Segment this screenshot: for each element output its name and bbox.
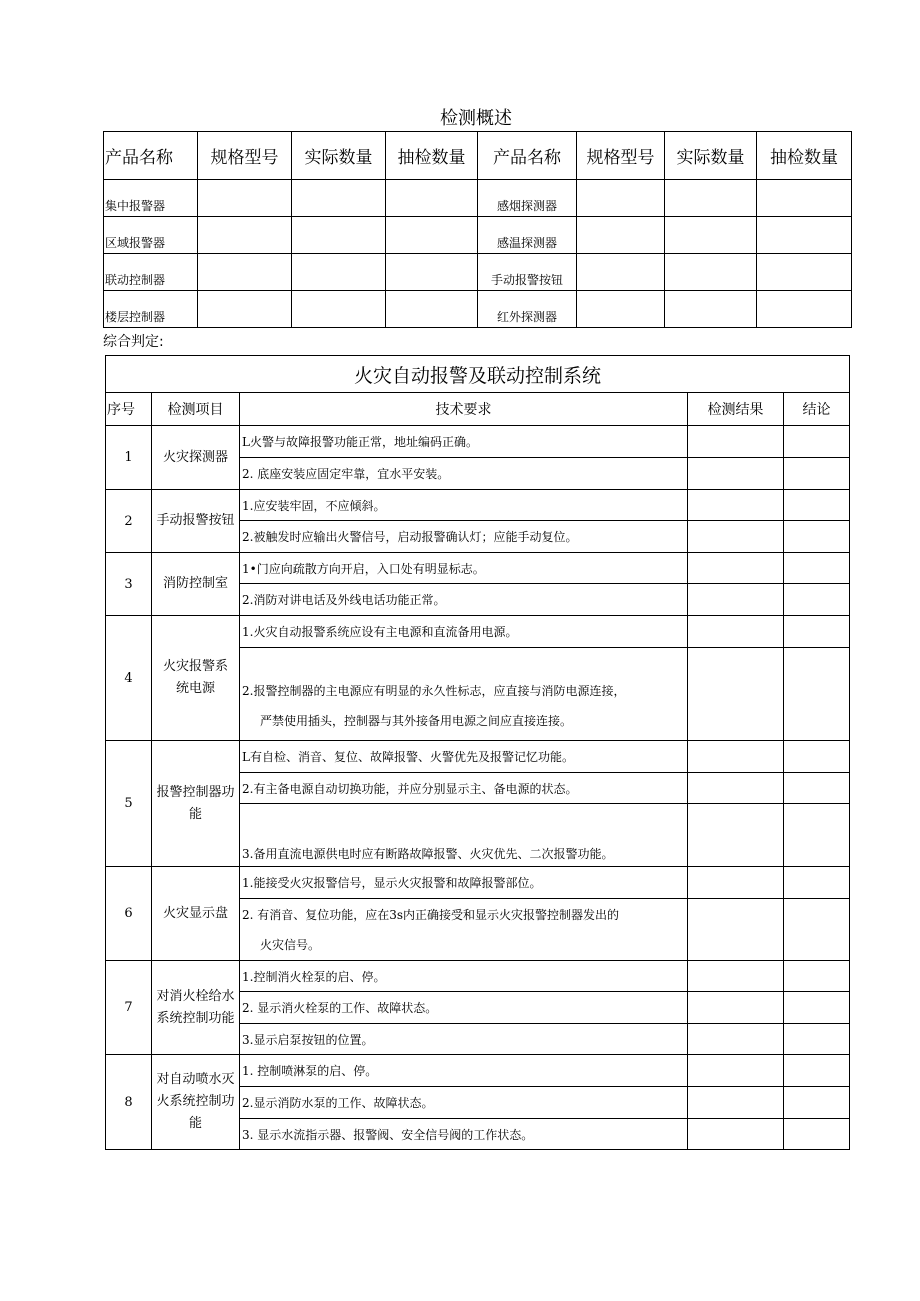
result-cell[interactable] bbox=[688, 992, 784, 1024]
actual-qty-cell[interactable] bbox=[665, 217, 757, 254]
requirement-line: 2. 有消音、复位功能，应在3s内正确接受和显示火灾报警控制器发出的 bbox=[242, 907, 620, 922]
requirement-text bbox=[240, 899, 688, 961]
product-label: 感烟探测器 bbox=[478, 180, 577, 217]
header-spec-model-2: 规格型号 bbox=[577, 132, 665, 180]
conclusion-cell[interactable] bbox=[784, 1055, 850, 1087]
item-name-line: 统电源 bbox=[175, 681, 215, 696]
table-row bbox=[106, 867, 850, 899]
conclusion-cell[interactable] bbox=[784, 490, 850, 521]
actual-qty-cell[interactable] bbox=[292, 180, 386, 217]
header-product-name-2: 产品名称 bbox=[478, 132, 577, 180]
header-sample-qty: 抽检数量 bbox=[386, 132, 478, 180]
conclusion-cell[interactable] bbox=[784, 1024, 850, 1055]
system-title: 火灾自动报警及联动控制系统 bbox=[106, 356, 850, 393]
actual-qty-cell[interactable] bbox=[665, 291, 757, 328]
result-cell[interactable] bbox=[688, 521, 784, 553]
sample-qty-cell[interactable] bbox=[386, 217, 478, 254]
header-actual-qty: 实际数量 bbox=[292, 132, 386, 180]
table-row bbox=[106, 490, 850, 521]
result-cell[interactable] bbox=[688, 490, 784, 521]
conclusion-cell[interactable] bbox=[784, 804, 850, 867]
sample-qty-cell[interactable] bbox=[386, 291, 478, 328]
summary-row bbox=[104, 180, 852, 217]
item-number: 6 bbox=[106, 867, 152, 961]
item-name: 消防控制室 bbox=[152, 553, 240, 616]
overall-judgement-label: 综合判定: bbox=[103, 334, 164, 350]
result-cell[interactable] bbox=[688, 773, 784, 804]
requirement-text: 1.应安装牢固，不应倾斜。 bbox=[240, 490, 688, 521]
conclusion-cell[interactable] bbox=[784, 584, 850, 616]
item-number: 4 bbox=[106, 616, 152, 741]
requirement-text: 3.显示启泵按钮的位置。 bbox=[240, 1024, 688, 1055]
spec-cell[interactable] bbox=[198, 180, 292, 217]
result-cell[interactable] bbox=[688, 616, 784, 648]
conclusion-cell[interactable] bbox=[784, 741, 850, 773]
item-name-line: 火灾报警系 bbox=[162, 659, 228, 674]
header-requirement: 技术要求 bbox=[240, 393, 688, 426]
spec-cell[interactable] bbox=[577, 180, 665, 217]
requirement-text: 2.被触发时应输出火警信号，启动报警确认灯；应能手动复位。 bbox=[240, 521, 688, 553]
requirement-text: 2.消防对讲电话及外线电话功能正常。 bbox=[240, 584, 688, 616]
result-cell[interactable] bbox=[688, 648, 784, 741]
product-label: 楼层控制器 bbox=[104, 291, 198, 328]
conclusion-cell[interactable] bbox=[784, 521, 850, 553]
header-spec-model: 规格型号 bbox=[198, 132, 292, 180]
requirement-text: 1.控制消火栓泵的启、停。 bbox=[240, 961, 688, 992]
item-name-line: 报警控制器功 bbox=[156, 784, 235, 800]
spec-cell[interactable] bbox=[198, 254, 292, 291]
result-cell[interactable] bbox=[688, 426, 784, 458]
conclusion-cell[interactable] bbox=[784, 648, 850, 741]
result-cell[interactable] bbox=[688, 961, 784, 992]
item-name-line: 能 bbox=[188, 1116, 202, 1131]
header-conclusion: 结论 bbox=[784, 393, 850, 426]
conclusion-cell[interactable] bbox=[784, 961, 850, 992]
conclusion-cell[interactable] bbox=[784, 458, 850, 490]
conclusion-cell[interactable] bbox=[784, 1119, 850, 1150]
table-row bbox=[106, 616, 850, 648]
item-name-line: 对自动喷水灭 bbox=[156, 1072, 235, 1087]
spec-cell[interactable] bbox=[577, 254, 665, 291]
column-header-row bbox=[106, 393, 850, 426]
requirement-line: 严禁使用插头，控制器与其外接备用电源之间应直接连接。 bbox=[260, 714, 573, 728]
requirement-line: 火灾信号。 bbox=[260, 937, 321, 952]
item-name bbox=[152, 616, 240, 741]
item-number: 7 bbox=[106, 961, 152, 1055]
requirement-text: 3. 显示水流指示器、报警阀、安全信号阀的工作状态。 bbox=[240, 1119, 688, 1150]
conclusion-cell[interactable] bbox=[784, 553, 850, 584]
table-row bbox=[106, 741, 850, 773]
item-name-line: 系统控制功能 bbox=[156, 1010, 235, 1026]
result-cell[interactable] bbox=[688, 741, 784, 773]
item-name: 手动报警按钮 bbox=[152, 490, 240, 553]
header-result: 检测结果 bbox=[688, 393, 784, 426]
item-name-line: 能 bbox=[188, 806, 202, 822]
result-cell[interactable] bbox=[688, 1024, 784, 1055]
product-label: 手动报警按钮 bbox=[478, 254, 577, 291]
sample-qty-cell[interactable] bbox=[757, 291, 852, 328]
requirement-text: L有自检、消音、复位、故障报警、火警优先及报警记忆功能。 bbox=[240, 741, 688, 773]
item-name: 火灾显示盘 bbox=[152, 867, 240, 961]
table-row bbox=[106, 553, 850, 584]
conclusion-cell[interactable] bbox=[784, 867, 850, 899]
item-name-line: 火系统控制功 bbox=[156, 1094, 235, 1109]
spec-cell[interactable] bbox=[198, 291, 292, 328]
item-name: 火灾探测器 bbox=[152, 426, 240, 490]
requirement-text: 1. 控制喷淋泵的启、停。 bbox=[240, 1055, 688, 1087]
actual-qty-cell[interactable] bbox=[292, 291, 386, 328]
sample-qty-cell[interactable] bbox=[757, 180, 852, 217]
sample-qty-cell[interactable] bbox=[386, 180, 478, 217]
spec-cell[interactable] bbox=[577, 217, 665, 254]
result-cell[interactable] bbox=[688, 553, 784, 584]
requirement-text: 1.火灾自动报警系统应设有主电源和直流备用电源。 bbox=[240, 616, 688, 648]
header-no: 序号 bbox=[106, 393, 152, 426]
actual-qty-cell[interactable] bbox=[665, 180, 757, 217]
requirement-text: 2. 显示消火栓泵的工作、故障状态。 bbox=[240, 992, 688, 1024]
header-product-name: 产品名称 bbox=[104, 132, 198, 180]
requirement-text: 1•门应向疏散方向开启，入口处有明显标志。 bbox=[240, 553, 688, 584]
product-label: 区域报警器 bbox=[104, 217, 198, 254]
requirement-text: 1.能接受火灾报警信号，显示火灾报警和故障报警部位。 bbox=[240, 867, 688, 899]
summary-table bbox=[103, 131, 852, 328]
header-item: 检测项目 bbox=[152, 393, 240, 426]
spec-cell[interactable] bbox=[198, 217, 292, 254]
conclusion-cell[interactable] bbox=[784, 773, 850, 804]
requirement-text: 2.有主备电源自动切换功能，并应分别显示主、备电源的状态。 bbox=[240, 773, 688, 804]
actual-qty-cell[interactable] bbox=[292, 254, 386, 291]
product-label: 联动控制器 bbox=[104, 254, 198, 291]
conclusion-cell[interactable] bbox=[784, 616, 850, 648]
result-cell[interactable] bbox=[688, 1119, 784, 1150]
product-label: 感温探测器 bbox=[478, 217, 577, 254]
result-cell[interactable] bbox=[688, 804, 784, 867]
requirement-text: 3.备用直流电源供电时应有断路故障报警、火灾优先、二次报警功能。 bbox=[240, 804, 688, 867]
requirement-text: 2. 底座安装应固定牢靠，宜水平安装。 bbox=[240, 458, 688, 490]
result-cell[interactable] bbox=[688, 458, 784, 490]
product-label: 红外探测器 bbox=[478, 291, 577, 328]
summary-row bbox=[104, 254, 852, 291]
requirement-text: L火警与故障报警功能正常，地址编码正确。 bbox=[240, 426, 688, 458]
item-name bbox=[152, 1055, 240, 1150]
requirement-line: 2.报警控制器的主电源应有明显的永久性标志，应直接与消防电源连接， bbox=[242, 684, 626, 698]
item-name bbox=[152, 741, 240, 867]
header-actual-qty-2: 实际数量 bbox=[665, 132, 757, 180]
item-number: 3 bbox=[106, 553, 152, 616]
item-name bbox=[152, 961, 240, 1055]
item-name-line: 对消火栓给水 bbox=[156, 988, 235, 1004]
actual-qty-cell[interactable] bbox=[665, 254, 757, 291]
item-number: 5 bbox=[106, 741, 152, 867]
sample-qty-cell[interactable] bbox=[386, 254, 478, 291]
result-cell[interactable] bbox=[688, 899, 784, 961]
sample-qty-cell[interactable] bbox=[757, 217, 852, 254]
system-check-table bbox=[105, 355, 850, 1150]
conclusion-cell[interactable] bbox=[784, 426, 850, 458]
requirement-text bbox=[240, 648, 688, 741]
item-number: 1 bbox=[106, 426, 152, 490]
result-cell[interactable] bbox=[688, 867, 784, 899]
result-cell[interactable] bbox=[688, 584, 784, 616]
table-row bbox=[106, 961, 850, 992]
actual-qty-cell[interactable] bbox=[292, 217, 386, 254]
summary-header-row bbox=[104, 132, 852, 180]
conclusion-cell[interactable] bbox=[784, 899, 850, 961]
item-number: 8 bbox=[106, 1055, 152, 1150]
requirement-text: 2.显示消防水泵的工作、故障状态。 bbox=[240, 1087, 688, 1119]
spec-cell[interactable] bbox=[577, 291, 665, 328]
summary-row bbox=[104, 291, 852, 328]
product-label: 集中报警器 bbox=[104, 180, 198, 217]
conclusion-cell[interactable] bbox=[784, 992, 850, 1024]
item-number: 2 bbox=[106, 490, 152, 553]
result-cell[interactable] bbox=[688, 1087, 784, 1119]
sample-qty-cell[interactable] bbox=[757, 254, 852, 291]
header-sample-qty-2: 抽检数量 bbox=[757, 132, 852, 180]
result-cell[interactable] bbox=[688, 1055, 784, 1087]
summary-title: 检测概述 bbox=[440, 108, 512, 129]
summary-row bbox=[104, 217, 852, 254]
conclusion-cell[interactable] bbox=[784, 1087, 850, 1119]
table-row bbox=[106, 426, 850, 458]
table-row bbox=[106, 1055, 850, 1087]
